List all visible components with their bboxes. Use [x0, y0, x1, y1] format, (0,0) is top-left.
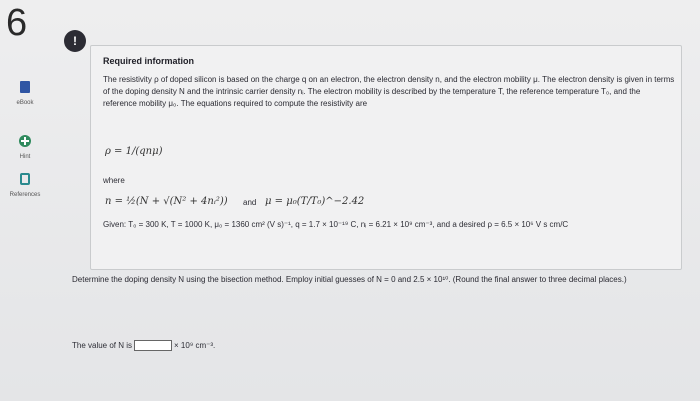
sidebar-item-hint[interactable]: [0, 134, 50, 160]
question-number: 6: [6, 2, 28, 44]
equation-mobility: μ = μ₀(T/T₀)^−2.42: [265, 196, 365, 207]
info-title: Required information: [103, 56, 195, 66]
answer-row: [72, 340, 215, 351]
answer-suffix: × 10⁹ cm⁻³.: [174, 341, 216, 350]
sidebar-item-ebook[interactable]: [0, 80, 50, 106]
answer-prefix: The value of N is: [72, 341, 133, 350]
book-icon: [20, 81, 30, 93]
task-instructions: Determine the doping density N using the bisection method. Employ initial guesses of N = 0 and 2.5 × 10¹⁰. (Round the final answer to three decimal places.): [72, 275, 627, 284]
and-label: and: [243, 198, 257, 207]
required-info-panel: [90, 45, 682, 270]
equation-resistivity: ρ = 1/(qnμ): [105, 146, 163, 157]
document-icon: [20, 173, 30, 185]
sidebar-item-references[interactable]: [0, 172, 50, 198]
sidebar-item-label: Hint: [19, 154, 31, 160]
plus-icon: [19, 135, 31, 147]
info-paragraph: The resistivity ρ of doped silicon is based on the charge q on an electron, the electron density n, and the electron mobility μ. The electron density is given in terms of the doping density N and the intrinsic carrier density nᵢ. The electron mobility is described by the temperature T, the reference temperature T₀, and the reference mobility μ₀. The equations required to compute the resistivity are: [103, 75, 675, 108]
alert-icon: !: [64, 30, 86, 52]
where-label: where: [103, 176, 125, 185]
equation-electron-density: n = ½(N + √(N² + 4nᵢ²)): [105, 196, 228, 207]
answer-input[interactable]: [134, 340, 172, 351]
sidebar-item-label: eBook: [16, 100, 34, 106]
sidebar-item-label: References: [9, 192, 41, 198]
given-values: Given: T₀ = 300 K, T = 1000 K, μ₀ = 1360 cm² (V s)⁻¹, q = 1.7 × 10⁻¹⁹ C, nᵢ = 6.21 × 10⁹ cm⁻³, and a desired ρ = 6.5 × 10⁶ V s cm/C: [103, 220, 569, 229]
